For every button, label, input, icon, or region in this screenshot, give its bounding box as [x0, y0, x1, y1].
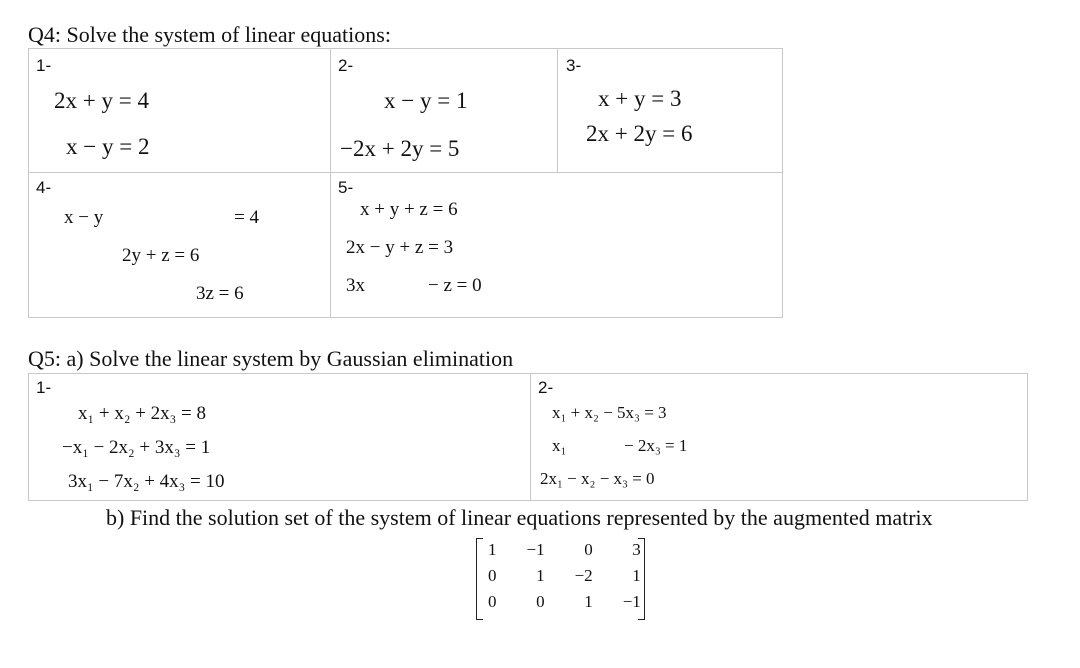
q4-divider-1 [330, 48, 331, 318]
q5-sys2-eq2-rhs: − 2x₃ = 1 [624, 436, 688, 455]
q4-row-divider [28, 172, 783, 173]
matrix-cell: −1 [622, 592, 641, 611]
q4-label-3: 3- [566, 56, 582, 75]
q4-sys3-eq2: 2x + 2y = 6 [586, 121, 693, 146]
matrix-cell: 0 [488, 566, 497, 585]
q4-title: Q4: Solve the system of linear equations: [28, 22, 391, 47]
q5-label-1: 1- [36, 378, 52, 397]
q4-sys5-eq3-lhs: 3x [346, 275, 365, 296]
q4-sys4-eq1-rhs: = 4 [234, 207, 259, 228]
matrix-cell: 1 [632, 566, 641, 585]
q5-sys2-eq3: 2x₁ − x₂ − x₃ = 0 [540, 469, 655, 488]
matrix-cell: 0 [584, 540, 593, 559]
q4-sys3-eq1: x + y = 3 [598, 86, 682, 111]
q5-sys1-eq2: −x₁ − 2x₂ + 3x₃ = 1 [62, 437, 211, 458]
matrix-cell: 0 [488, 592, 497, 611]
matrix-cell: 1 [536, 566, 545, 585]
matrix-cell: 3 [632, 540, 641, 559]
q5-sys1-eq1: x₁ + x₂ + 2x₃ = 8 [78, 403, 207, 424]
q4-sys5-eq1: x + y + z = 6 [360, 199, 458, 220]
matrix-cell: 1 [584, 592, 593, 611]
q4-sys4-eq1-lhs: x − y [64, 207, 104, 228]
matrix-table [480, 537, 649, 615]
q5-sys1-eq3: 3x₁ − 7x₂ + 4x₃ = 10 [68, 471, 225, 492]
q4-sys4-eq3: 3z = 6 [196, 283, 244, 304]
q5-sys2-eq1: x₁ + x₂ − 5x₃ = 3 [552, 403, 667, 422]
q5-title-b: b) Find the solution set of the system of linear equations represented by the augmented matrix [106, 505, 933, 530]
q4-sys2-eq2: −2x + 2y = 5 [340, 136, 460, 161]
q4-label-2: 2- [338, 56, 354, 75]
q5-divider [530, 373, 531, 501]
matrix-cell: 1 [488, 540, 497, 559]
matrix-cell: 0 [536, 592, 545, 611]
q4-sys2-eq1: x − y = 1 [384, 88, 468, 113]
q5-title-a: Q5: a) Solve the linear system by Gaussian elimination [28, 346, 514, 371]
q5-sys2-eq2-lhs: x₁ [552, 436, 567, 455]
matrix-cell: −1 [526, 540, 545, 559]
q4-sys4-eq2: 2y + z = 6 [122, 245, 200, 266]
q4-sys5-eq2: 2x − y + z = 3 [346, 237, 454, 258]
q4-sys1-eq1: 2x + y = 4 [54, 88, 149, 113]
matrix-row-1 [480, 537, 649, 563]
matrix-row-2 [480, 563, 649, 589]
q4-label-5: 5- [338, 178, 354, 197]
q5-label-2: 2- [538, 378, 554, 397]
q4-label-1: 1- [36, 56, 52, 75]
q4-sys1-eq2: x − y = 2 [66, 134, 150, 159]
q4-sys5-eq3-rhs: − z = 0 [428, 275, 482, 296]
matrix-row-3 [480, 589, 649, 615]
matrix-cell: −2 [574, 566, 593, 585]
q4-label-4: 4- [36, 178, 52, 197]
q4-divider-2 [557, 48, 558, 172]
